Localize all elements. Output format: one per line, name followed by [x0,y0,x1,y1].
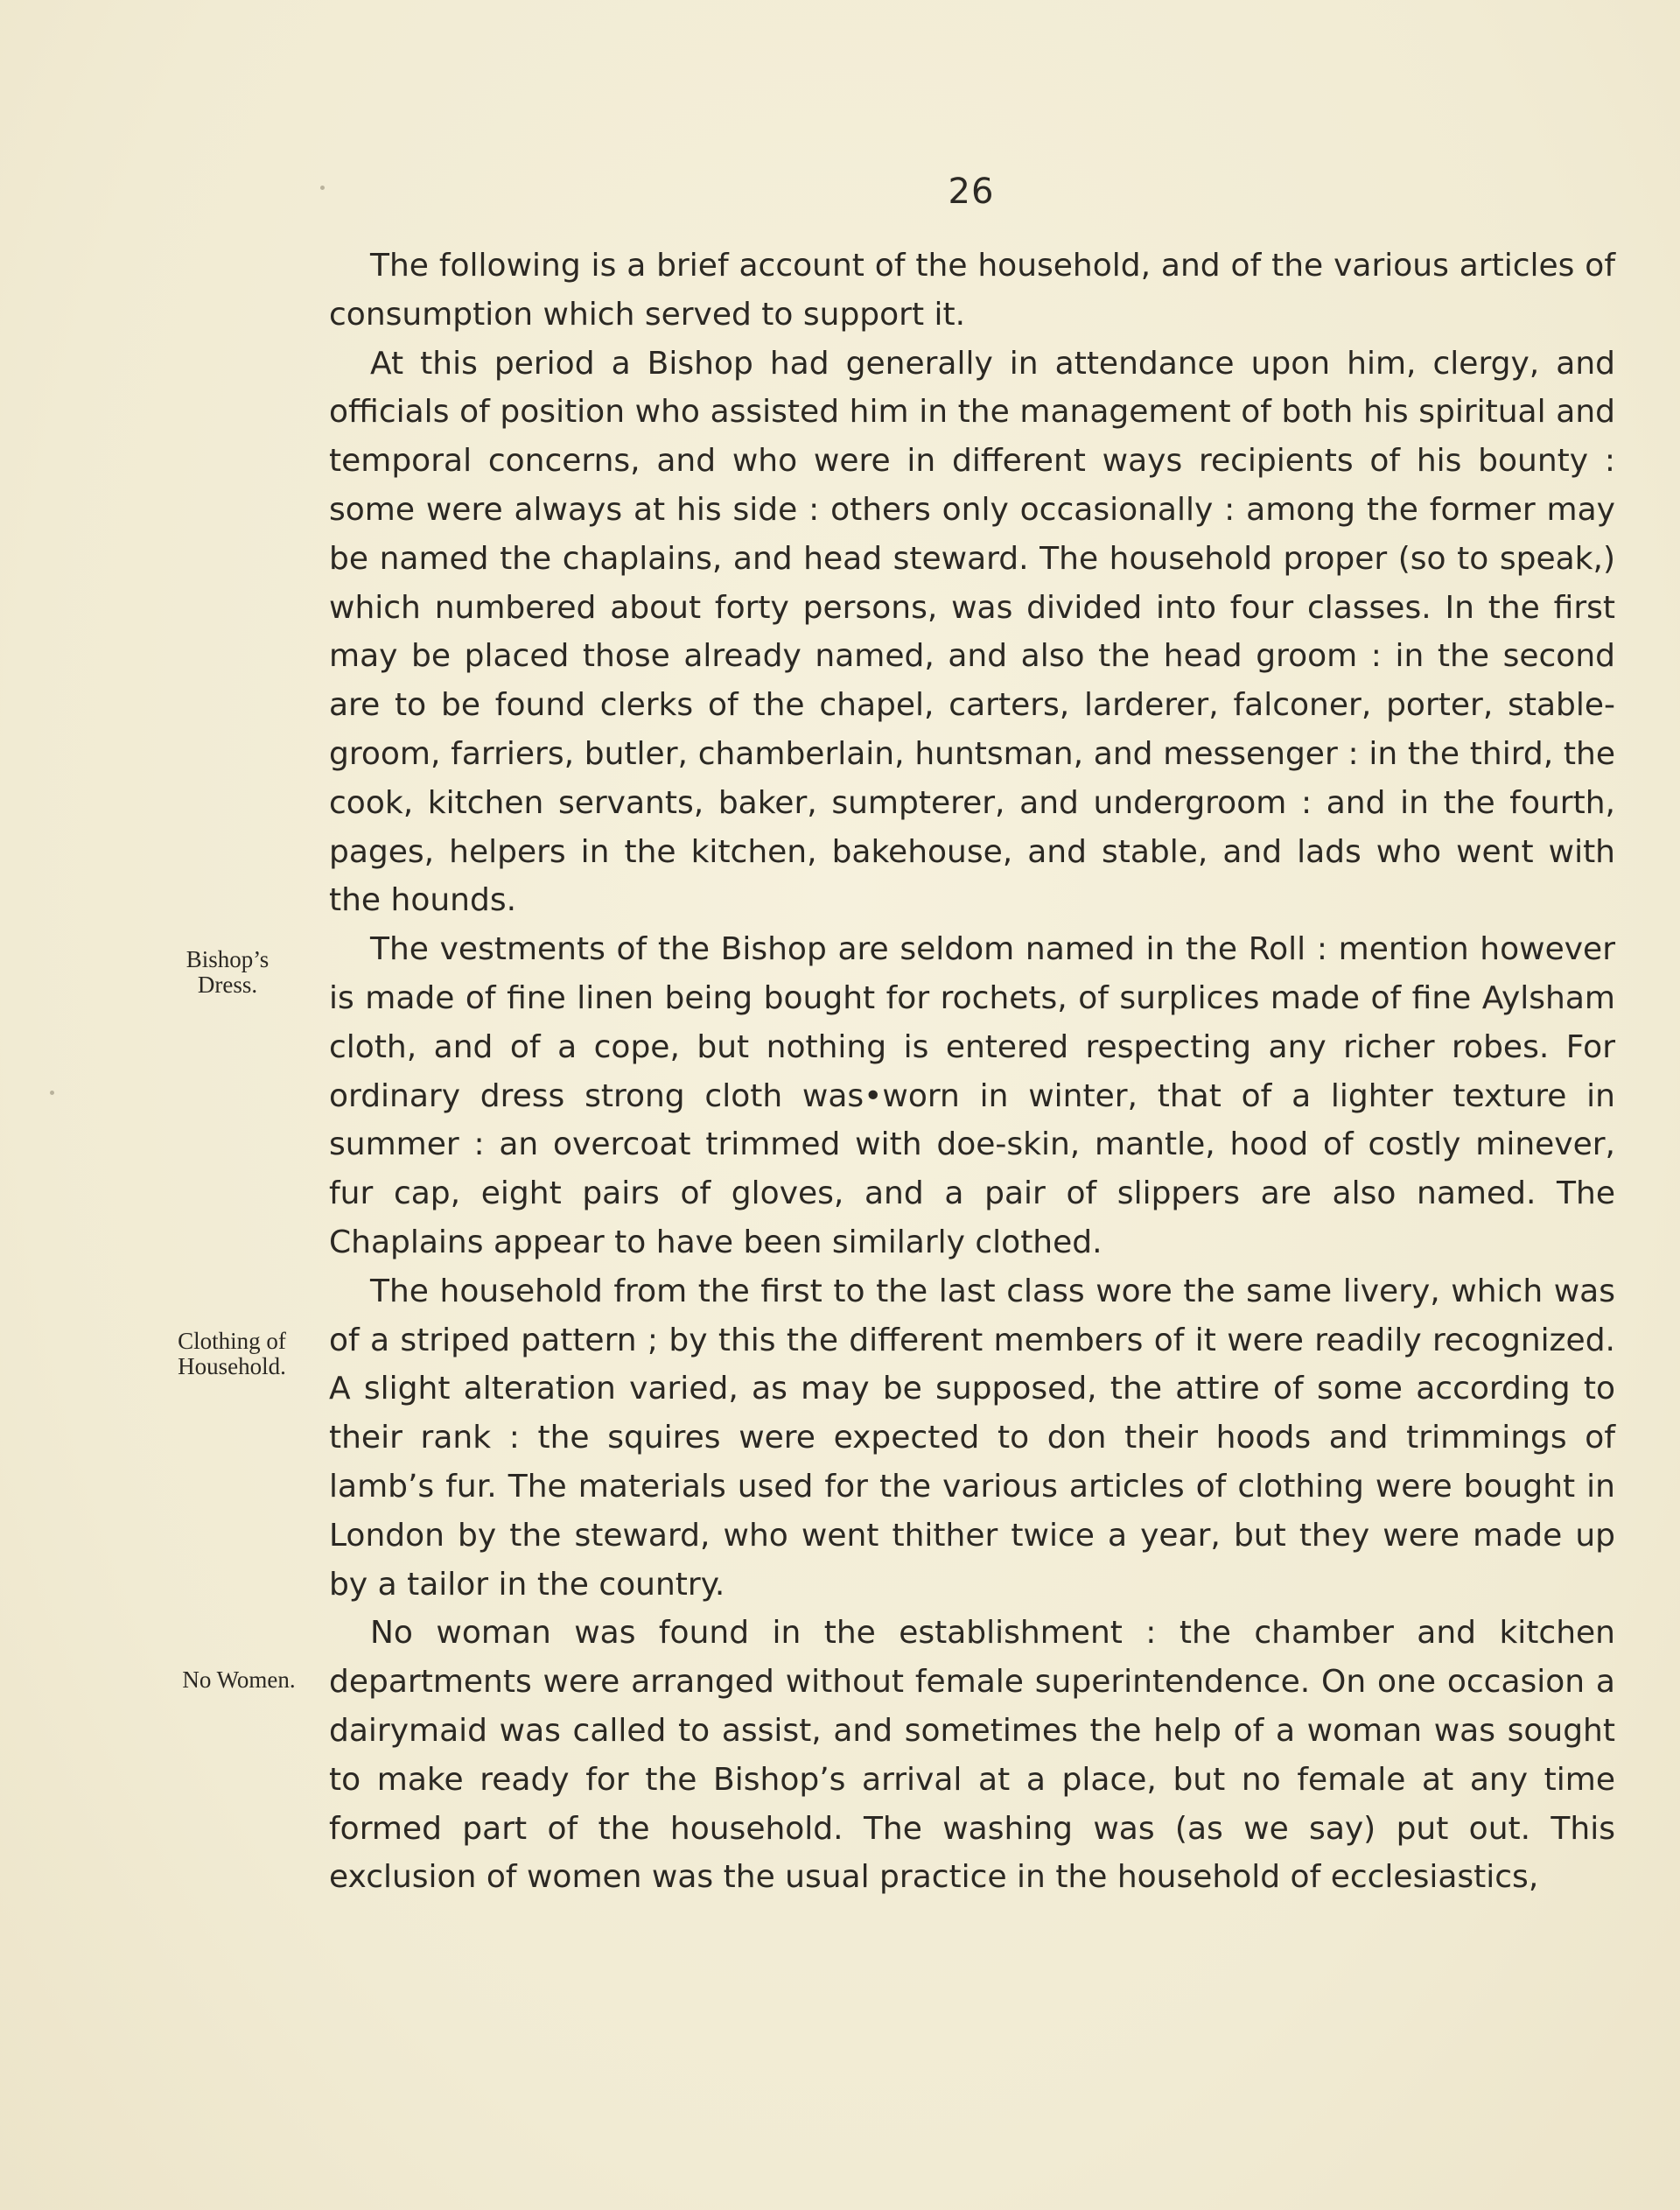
sidenote-line: Dress. [197,972,258,998]
sidenote-line: Bishop’s [186,946,270,972]
paragraph-clothing-of-household: The household from the first to the last class wore the same livery, which was of a striped pattern ; by this the different members of it were readily recognized. A slight alteration varied, as may be supposed, the attire of some according to their rank : the squires were expected to don their hoods and trimmings of lamb’s fur. The materials used for the various articles of clothing were bought in London by the steward, who went thither twice a year, but they were made up by a tailor in the country. [329,1273,1615,1603]
body-text [329,242,1615,1902]
sidenote-bishops-dress [158,947,298,998]
sidenote-clothing-of-household [149,1329,315,1379]
page-number: 26 [948,172,995,212]
paragraph-household-classes: At this period a Bishop had generally in attendance upon him, clergy, and officials of position who assisted him in the management of both his spiritual and temporal concerns, and who were in different ways recipients of his bounty : some were always at his side : others only occasionally : among the former may be named the chaplains, and head steward. The household proper (so to speak,) which numbered about forty persons, was divided into four classes. In the first may be placed those already named, and also the head groom : in the second are to be found clerks of the chapel, carters, larderer, falconer, porter, stable-groom, farriers, butler, chamberlain, huntsman, and messenger : in the third, the cook, kitchen servants, baker, sumpterer, and undergroom : and in the fourth, pages, helpers in the kitchen, bakehouse, and stable, and lads who went with the hounds. [329,345,1615,919]
sidenote-no-women [147,1667,331,1693]
sidenote-line: No Women. [182,1666,296,1693]
page-speck [50,1091,54,1095]
sidenote-line: Household. [178,1353,286,1379]
paragraph-no-women: No woman was found in the establishment : the chamber and kitchen departments were arranged without female superintendence. On one occasion a dairymaid was called to assist, and sometimes the help of a woman was sought to make ready for the Bishop’s arrival at a place, but no female at any time formed part of the household. The washing was (as we say) put out. This exclusion of women was the usual practice in the household of ecclesiastics, [329,1615,1615,1896]
page-speck [320,186,325,190]
paragraph-bishops-dress: The vestments of the Bishop are seldom named in the Roll : mention however is made of fine linen being bought for rochets, of surplices made of fine Aylsham cloth, and of a cope, but nothing is entered respecting any richer robes. For ordinary dress strong cloth was•worn in winter, that of a lighter texture in summer : an overcoat trimmed with doe-skin, mantle, hood of costly minever, fur cap, eight pairs of gloves, and a pair of slippers are also named. The Chaplains appear to have been similarly clothed. [329,931,1615,1260]
paragraph-household-intro: The following is a brief account of the household, and of the various articles of consumption which served to support it. [329,248,1615,333]
sidenote-line: Clothing of [178,1328,286,1354]
